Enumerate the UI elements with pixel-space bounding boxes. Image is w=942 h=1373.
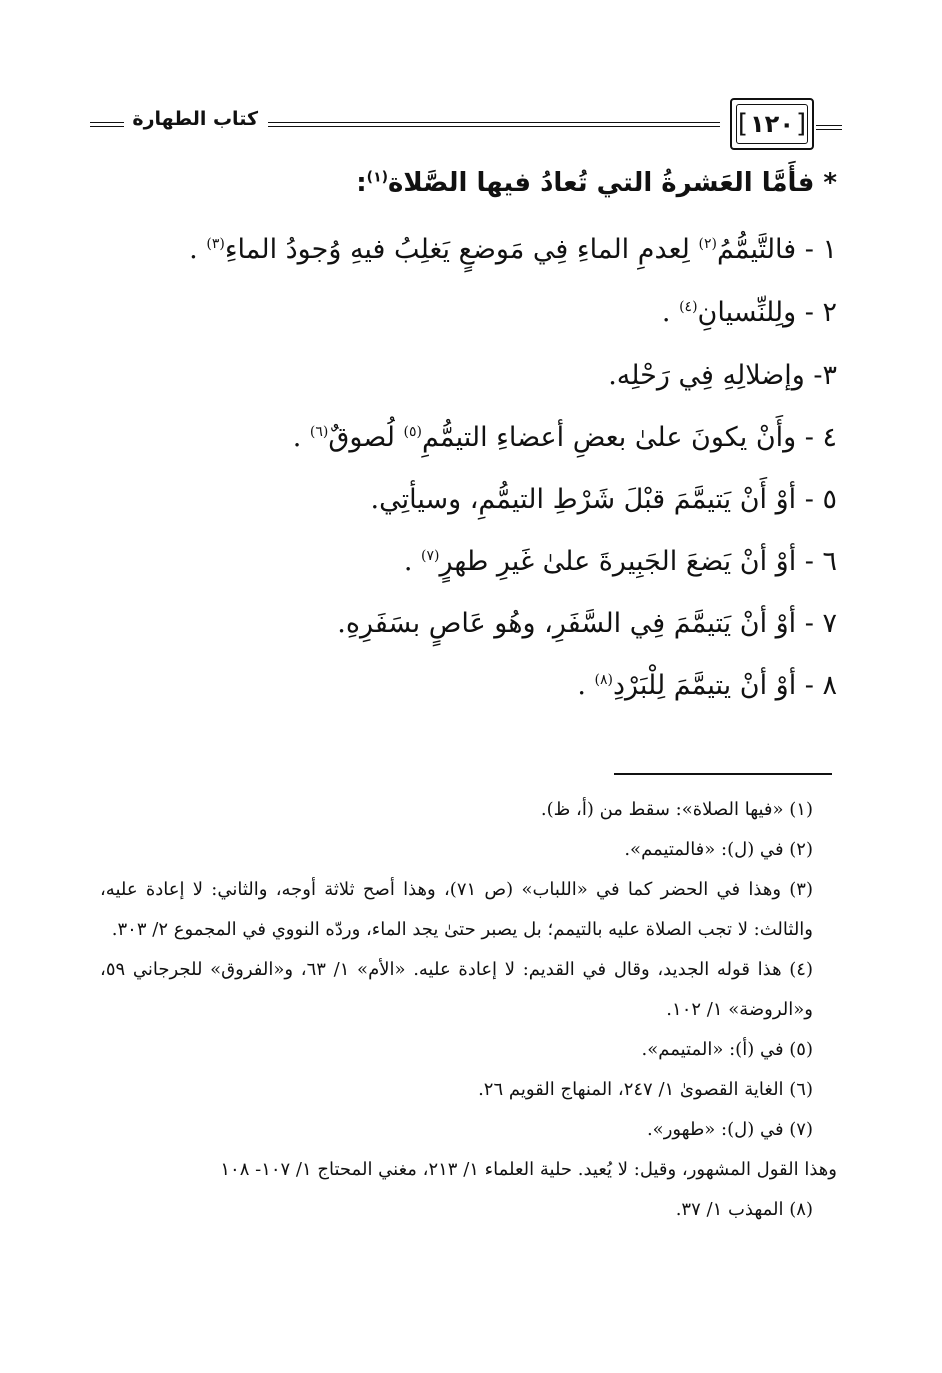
footnotes [100,790,837,1230]
list-item: ٥ - أوْ أَنْ يَتيمَّمَ قبْلَ شَرْطِ التيمُّمِ، وسيأتِي. [370,484,837,515]
footnote: (٣) وهذا في الحضر كما في «اللباب» (ص ٧١)، وهذا أصح ثلاثة أوجه، والثاني: لا إعادة عليه، والثالث: لا تجب الصلاة عليه بالتيمم؛ بل يصبر حتىٰ يجد الماء، وردّه النووي في المجموع ٢/ ٣٠٣. [100,879,813,940]
footnote-ref: (٥) [403,424,422,440]
list-item: ٧ - أوْ أنْ يَتيمَّمَ فِي السَّفَرِ، وهُو عَاصٍ بسَفَرِهِ. [337,608,837,639]
page-number-value: ١٢٠ [750,110,794,138]
list-item: ٦ - أوْ أنْ يَضعَ الجَبِيرةَ علىٰ غَيرِ طهرٍ$^{(٧)}$ . [403,546,837,577]
footnote-ref: (٨) [594,672,613,688]
footnote: (١) «فيها الصلاة»: سقط من (أ، ظ). [540,799,813,820]
list-item: ٨ - أوْ أنْ يتيمَّمَ لِلْبَرْدِ$^{(٨)}$ . [577,670,837,701]
footnote-ref: (٢) [698,236,717,252]
list-item: ١ - فالتَّيمُّمُ$^{(٢)}$ لِعدمِ الماءِ فِي مَوضعٍ يَغلِبُ فيهِ وُجودُ الماءِ$^{(٣)}$ . [189,234,837,265]
page-number-box [730,98,814,150]
footnote-ref: (١) [366,169,389,186]
list-item: ٤ - وأَنْ يكونَ علىٰ بعضِ أعضاءِ التيمُّمِ$^{(٥)}$ لُصوقٌ$^{(٦)}$ . [292,422,837,453]
page-header [90,98,842,154]
footnote-ref: (٧) [421,548,440,564]
page-number: [ ١٢٠ ] [737,109,807,139]
footnote-ref: (٦) [309,424,329,440]
header-rule-left [90,122,124,127]
footnote: وهذا القول المشهور، وقيل: لا يُعيد. حلية العلماء ١/ ٢١٣، مغني المحتاج ١/ ١٠٧- ١٠٨ [220,1159,837,1180]
list-item: ٢ - ولِلنِّسيانِ$^{(٤)}$ . [661,297,837,328]
header-rule-right [816,125,842,130]
footnote-ref: (٣) [206,236,225,252]
footnote-separator [614,773,832,775]
section-heading: * فأَمَّا العَشرةُ التي تُعادُ فيها الصَّلاة$^{(١)}$: [356,168,837,198]
footnote: (٦) الغاية القصوىٰ ١/ ٢٤٧، المنهاج القويم ٢٦. [478,1079,813,1100]
footnote: (٤) هذا قوله الجديد، وقال في القديم: لا إعادة عليه. «الأم» ١/ ٦٣، و«الفروق» للجرجاني ٥٩، و«الروضة» ١/ ١٠٢. [100,959,813,1020]
footnote: (٥) في (أ): «المتيمم». [641,1039,813,1060]
footnote: (٨) المهذب ١/ ٣٧. [675,1199,813,1220]
footnote: (٧) في (ل): «طهور». [646,1119,813,1140]
footnote: (٢) في (ل): «فالمتيمم». [624,839,813,860]
book-title: كتاب الطهارة [132,108,258,130]
footnote-ref: (٤) [679,299,698,315]
header-rule-middle [268,122,720,127]
list-item: ٣- وإضلالِهِ فِي رَحْلِه. [608,360,837,391]
